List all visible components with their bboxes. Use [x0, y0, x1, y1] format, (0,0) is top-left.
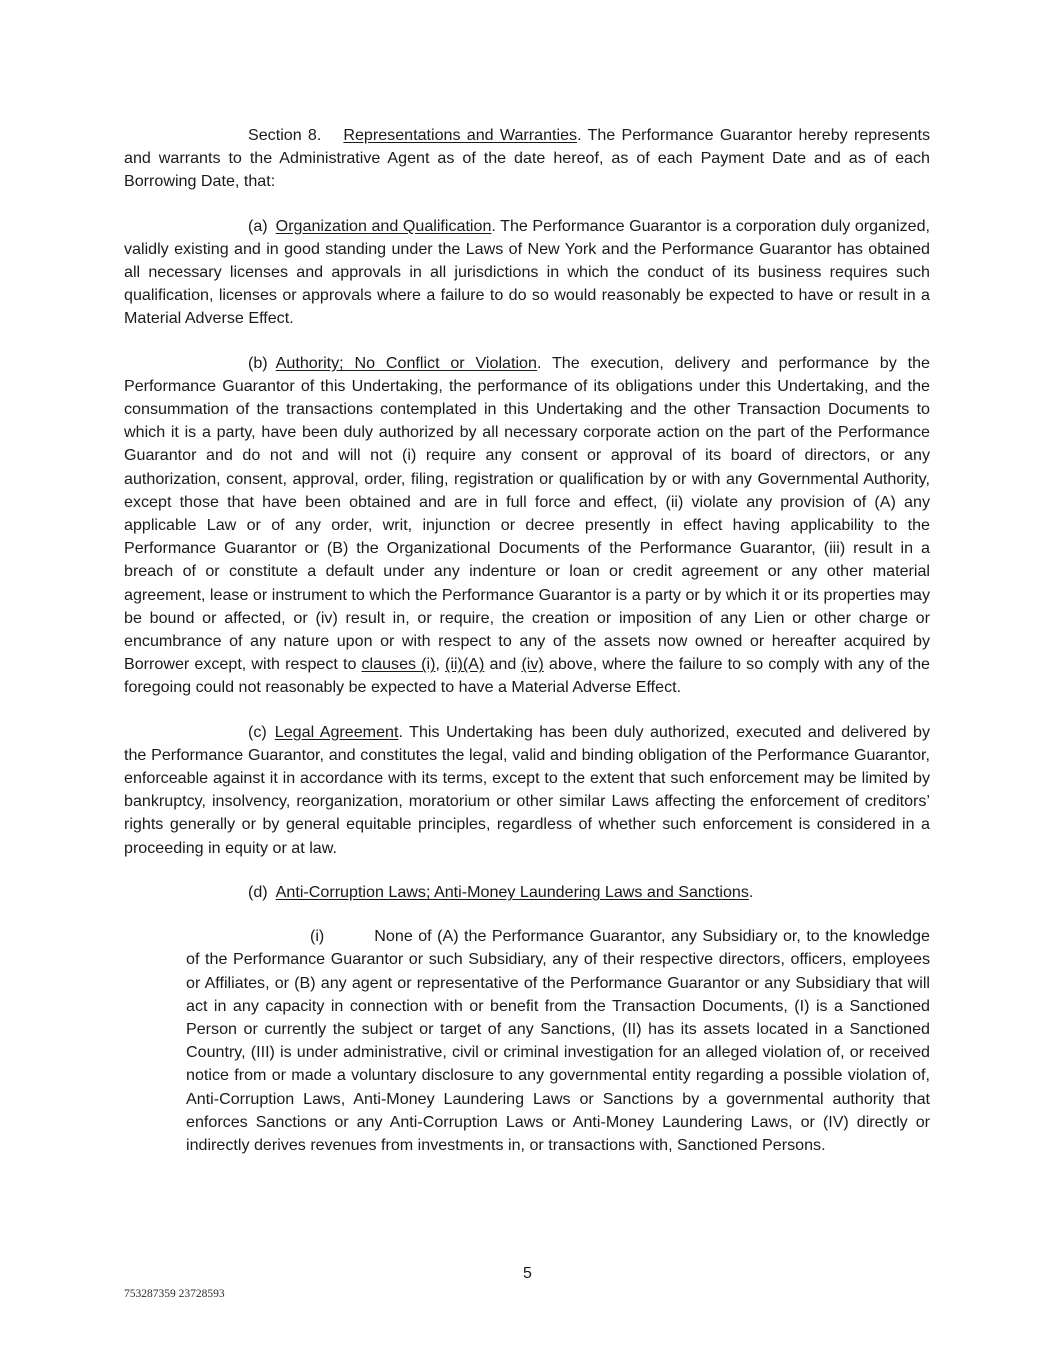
clause-c-paragraph [124, 721, 930, 860]
clause-a-heading: Organization and Qualification [275, 216, 492, 235]
clause-c-label: (c) [248, 722, 267, 741]
page-number: 5 [523, 1265, 532, 1282]
document-id: 753287359 23728593 [124, 1288, 225, 1300]
clause-a-label: (a) [248, 216, 268, 235]
clause-d-paragraph: (d) Anti-Corruption Laws; Anti-Money Laundering Laws and Sanctions. [248, 882, 754, 901]
clause-d-i-paragraph [186, 925, 930, 1157]
clause-b-text-2: above, where the failure to so comply with any of the foregoing could not reasonably be expected to have a Material Adverse Effect. [124, 655, 930, 697]
clause-d-i-label: (i) [310, 927, 325, 946]
section-number: Section 8. [248, 126, 322, 144]
clause-d-i-text: None of (A) the Performance Guarantor, any Subsidiary or, to the knowledge of the Performance Guarantor or such Subsidiary, any of their respective directors, officers, employees or Affiliates, or (B) any agent or representative of the Performance Guarantor or any Subsidiary that will act in any capacity in connection with or benefit from the Transaction Documents, (I) is a Sanctioned Person or currently the subject or target of any Sanctions, (II) has its assets located in a Sanctioned Country, (III) is under administrative, civil or criminal investigation for an alleged violation of, or received notice from or made a voluntary disclosure to any governmental entity regarding a possible violation of, Anti-Corruption Laws, Anti-Money Laundering Laws or Sanctions by a governmental authority that enforces Sanctions or any Anti-Corruption Laws or Anti-Money Laundering Laws, or (IV) directly or indirectly derives revenues from investments in, or transactions with, Sanctioned Persons. [186, 927, 930, 1154]
clause-d-label: (d) [248, 882, 268, 901]
clause-b-label: (b) [248, 353, 268, 372]
clause-d-heading: Anti-Corruption Laws; Anti-Money Laundering Laws and Sanctions [275, 882, 749, 901]
document-body [124, 124, 930, 1157]
clause-c-text: . This Undertaking has been duly authorized, executed and delivered by the Performance Guarantor, and constitutes the legal, valid and binding obligation of the Performance Guarantor, enforceable against it in accordance with its terms, except to the extent that such enforcement may be limited by bankruptcy, insolvency, reorganization, moratorium or other similar Laws affecting the enforcement of creditors’ rights generally or by general equitable principles, regardless of whether such enforcement is considered in a proceeding in equity or at law. [124, 722, 930, 857]
clause-b-ref-iv: (iv) [521, 655, 544, 674]
clause-b-ref-ii-a: (ii)(A) [445, 655, 485, 674]
clause-b-ref-clauses-i: clauses (i) [361, 655, 436, 674]
section-heading: Representations and Warranties [343, 126, 578, 144]
section-8-paragraph [124, 124, 930, 194]
clause-a-text: . The Performance Guarantor is a corporation duly organized, validly existing and in good standing under the Laws of New York and the Performance Guarantor has obtained all necessary licenses and approvals in all jurisdictions in which the conduct of its business requires such qualification, licenses or approvals where a failure to do so would reasonably be expected to have or result in a Material Adverse Effect. [124, 216, 931, 328]
clause-c-heading: Legal Agreement [274, 722, 399, 741]
clause-b-text-1: . The execution, delivery and performance by the Performance Guarantor of this Undertaking, the performance of its obligations under this Undertaking, and the consummation of the transactions contemplated in this Undertaking and the other Transaction Documents to which it is a party, have been duly authorized by all necessary corporate action on the part of the Performance Guarantor and do not and will not (i) require any consent or approval of its board of directors, or any authorization, consent, approval, order, filing, registration or qualification by or with any Governmental Authority, except those that have been obtained and are in full force and effect, (ii) violate any provision of (A) any applicable Law or of any order, writ, injunction or decree presently in effect having applicability to the Performance Guarantor or (B) the Organizational Documents of the Performance Guarantor, (iii) result in a breach of or constitute a default under any indenture or loan or credit agreement or any other material agreement, lease or instrument to which the Performance Guarantor is a party or by which it or its properties may be bound or affected, or (iv) result in, or require, the creation or imposition of any Lien or other charge or encumbrance of any nature upon or with respect to any of the assets now owned or hereafter acquired by Borrower except, with respect to [124, 353, 930, 674]
clause-b-paragraph: (b) Authority; No Conflict or Violation. The execution, delivery and performance by the Performance Guarantor of this Undertaking, the performance of its obligations under this Undertaking, and the consummation of the transactions contemplated in this Undertaking and the other Transaction Documents to which it is a party, have been duly authorized by all necessary corporate action on the part of the Performance Guarantor and do not and will not (i) require any consent or approval of its board of directors, or any authorization, consent, approval, order, filing, registration or qualification by or with any Governmental Authority, except those that have been obtained and are in full force and effect, (ii) violate any provision of (A) any applicable Law or of any order, writ, injunction or decree presently in effect having applicability to the Performance Guarantor or (B) the Organizational Documents of the Performance Guarantor, (iii) result in a breach of or constitute a default under any indenture or loan or credit agreement or any other material agreement, lease or instrument to which the Performance Guarantor is a party or by which it or its properties may be bound or affected, or (iv) result in, or require, the creation or imposition of any Lien or other charge or encumbrance of any nature upon or with respect to any of the assets now owned or hereafter acquired by Borrower except, with respect to clauses (i), (ii)(A) and (iv) above, where the failure to so comply with any of the foregoing could not reasonably be expected to have a Material Adverse Effect. [124, 353, 930, 697]
section-intro: . The Performance Guarantor hereby represents and warrants to the Administrative Agent as of the date hereof, as of each Payment Date and as of each Borrowing Date, that: [124, 126, 931, 191]
clause-a-paragraph [124, 215, 930, 331]
clause-b-heading: Authority; No Conflict or Violation [275, 353, 537, 372]
